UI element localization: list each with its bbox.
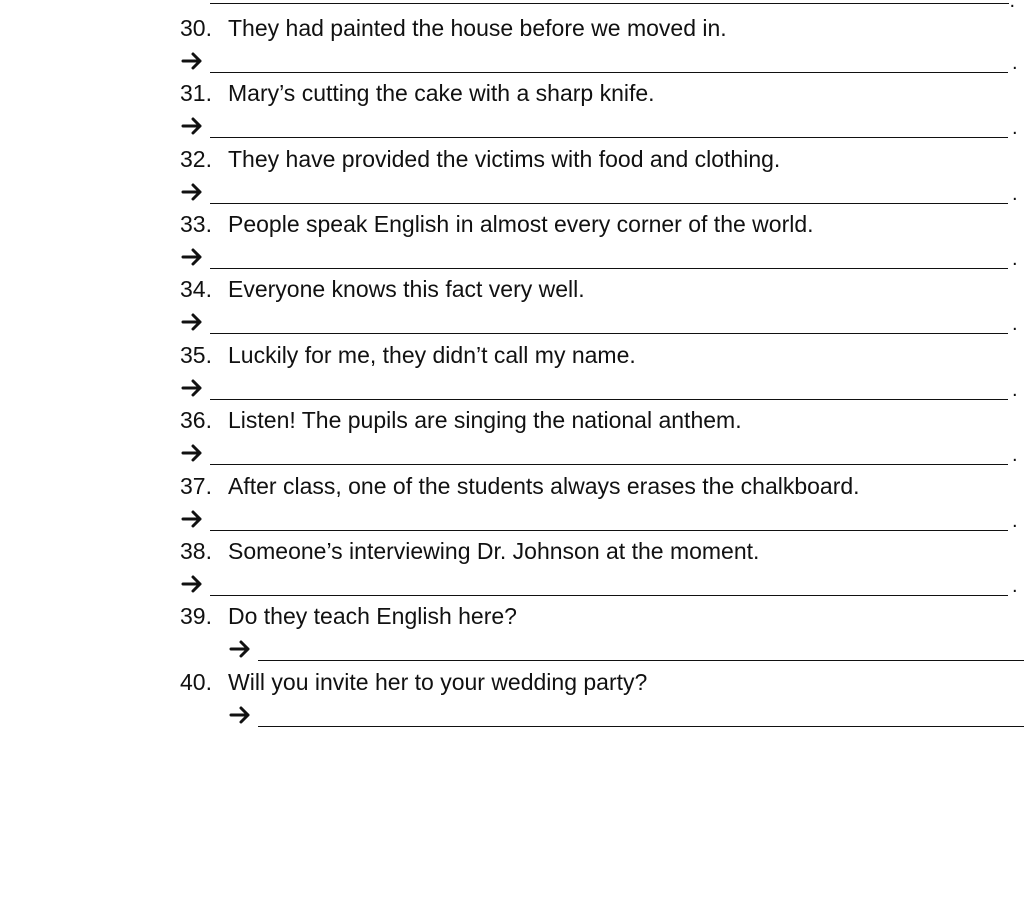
answer-end-mark: . — [1009, 0, 1015, 12]
right-arrow-icon — [180, 438, 206, 468]
question-text: People speak English in almost every corner of the world. — [228, 211, 814, 237]
question-number: 32. — [180, 146, 212, 172]
answer-row — [180, 634, 1024, 664]
question-number: 39. — [180, 603, 212, 629]
question-row — [180, 404, 1024, 436]
question-row — [180, 600, 1024, 632]
previous-answer-row — [180, 0, 1015, 12]
question-row — [180, 666, 1024, 698]
exercise-item-38 — [180, 535, 1024, 600]
answer-line[interactable] — [210, 464, 1008, 465]
exercise-item-35 — [180, 339, 1024, 404]
answer-row — [180, 569, 1024, 599]
question-number: 36. — [180, 407, 212, 433]
answer-line[interactable] — [210, 203, 1008, 204]
exercise-item-39 — [180, 600, 1024, 665]
question-number: 37. — [180, 473, 212, 499]
question-row — [180, 143, 1024, 175]
answer-end-mark: . — [1012, 52, 1018, 74]
answer-row — [180, 46, 1024, 76]
question-text: Do they teach English here? — [228, 603, 517, 629]
question-text: They had painted the house before we moved in. — [228, 15, 727, 41]
question-number: 30. — [180, 15, 212, 41]
question-row — [180, 470, 1024, 502]
answer-end-mark: . — [1012, 510, 1018, 532]
answer-row — [180, 307, 1024, 337]
answer-line[interactable] — [210, 72, 1008, 73]
answer-line[interactable] — [210, 3, 1009, 4]
exercise-item-30 — [180, 12, 1024, 77]
question-text: Listen! The pupils are singing the national anthem. — [228, 407, 742, 433]
exercise-item-40 — [180, 666, 1024, 731]
answer-row — [180, 111, 1024, 141]
right-arrow-icon — [180, 111, 206, 141]
answer-row — [180, 373, 1024, 403]
question-text: Will you invite her to your wedding party? — [228, 669, 648, 695]
right-arrow-icon — [180, 569, 206, 599]
answer-row — [180, 504, 1024, 534]
question-text: After class, one of the students always erases the chalkboard. — [228, 473, 860, 499]
question-row — [180, 273, 1024, 305]
answer-end-mark: . — [1012, 248, 1018, 270]
question-row — [180, 339, 1024, 371]
question-text: Mary’s cutting the cake with a sharp knife. — [228, 80, 655, 106]
question-row — [180, 12, 1024, 44]
answer-end-mark: . — [1012, 313, 1018, 335]
exercise-item-33 — [180, 208, 1024, 273]
answer-row — [180, 438, 1024, 468]
question-number: 31. — [180, 80, 212, 106]
right-arrow-icon — [180, 504, 206, 534]
right-arrow-icon — [180, 373, 206, 403]
answer-line[interactable] — [210, 268, 1008, 269]
right-arrow-icon — [180, 242, 206, 272]
question-text: Someone’s interviewing Dr. Johnson at the moment. — [228, 538, 760, 564]
question-text: They have provided the victims with food and clothing. — [228, 146, 781, 172]
answer-row — [180, 700, 1024, 730]
right-arrow-icon — [228, 700, 254, 730]
question-number: 34. — [180, 276, 212, 302]
exercise-item-32 — [180, 143, 1024, 208]
exercise-item-36 — [180, 404, 1024, 469]
question-row — [180, 208, 1024, 240]
answer-line[interactable] — [210, 137, 1008, 138]
question-text: Luckily for me, they didn’t call my name. — [228, 342, 636, 368]
answer-line[interactable] — [210, 595, 1008, 596]
question-number: 40. — [180, 669, 212, 695]
answer-row — [180, 242, 1024, 272]
right-arrow-icon — [180, 46, 206, 76]
answer-line[interactable] — [258, 726, 1024, 727]
answer-end-mark: . — [1012, 183, 1018, 205]
answer-row — [180, 177, 1024, 207]
answer-line[interactable] — [210, 333, 1008, 334]
answer-end-mark: . — [1012, 379, 1018, 401]
question-number: 35. — [180, 342, 212, 368]
right-arrow-icon — [180, 177, 206, 207]
right-arrow-icon — [228, 634, 254, 664]
answer-end-mark: . — [1012, 444, 1018, 466]
exercise-item-34 — [180, 273, 1024, 338]
question-row — [180, 77, 1024, 109]
question-number: 33. — [180, 211, 212, 237]
exercise-item-31 — [180, 77, 1024, 142]
answer-line[interactable] — [210, 399, 1008, 400]
question-number: 38. — [180, 538, 212, 564]
answer-end-mark: . — [1012, 117, 1018, 139]
exercise-item-37 — [180, 470, 1024, 535]
question-row — [180, 535, 1024, 567]
right-arrow-icon — [180, 307, 206, 337]
answer-end-mark: . — [1012, 575, 1018, 597]
answer-line[interactable] — [258, 660, 1024, 661]
question-text: Everyone knows this fact very well. — [228, 276, 585, 302]
answer-line[interactable] — [210, 530, 1008, 531]
